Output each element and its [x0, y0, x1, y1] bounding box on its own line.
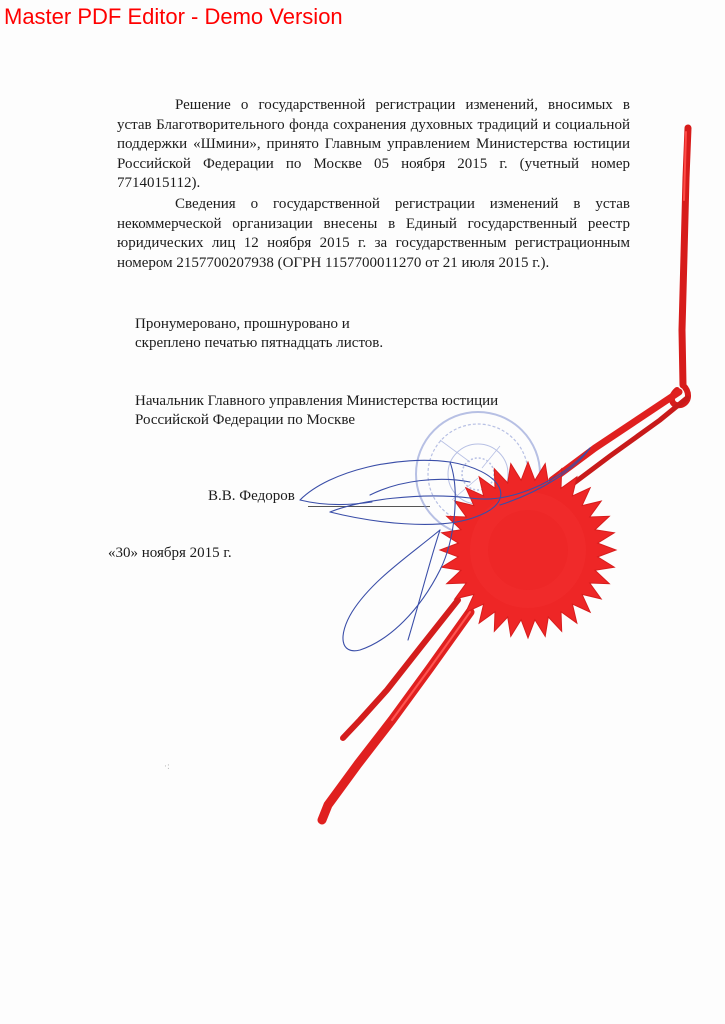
- position-title-line-2: Российской Федерации по Москве: [135, 412, 355, 428]
- document-date: «30» ноября 2015 г.: [108, 545, 232, 561]
- signatory-name: В.В. Федоров: [208, 488, 295, 504]
- red-seal: [440, 462, 616, 638]
- certification-line-1: Пронумеровано, прошнуровано и: [135, 316, 350, 332]
- registry-record-paragraph: Сведения о государственной регистрации изменений в устав некоммерческой организации внесены в Единый государственный реестр юридических лиц 12 ноября 2015 г. за государственным регистрационным номером 2157700207938 (ОГРН 1157700011270 от 21 июля 2015 г.).: [117, 196, 630, 271]
- demo-watermark: Master PDF Editor - Demo Version: [4, 4, 343, 29]
- ink-stamp: [416, 412, 540, 536]
- registration-decision-paragraph: Решение о государственной регистрации изменений, вносимых в устав Благотворительного фонда сохранения духовных традиций и социальной поддержки «Шмини», принято Главным управлением Министерства юстиции Российской Федерации по Москве 05 ноября 2015 г. (учетный номер 7714015112).: [117, 97, 630, 192]
- certification-line-2: скреплено печатью пятнадцать листов.: [135, 335, 384, 351]
- scan-artifact: ·:: [164, 762, 170, 772]
- position-title-line-1: Начальник Главного управления Министерства юстиции: [135, 393, 499, 409]
- signature-line: [308, 506, 430, 507]
- handwritten-signature: [300, 448, 590, 651]
